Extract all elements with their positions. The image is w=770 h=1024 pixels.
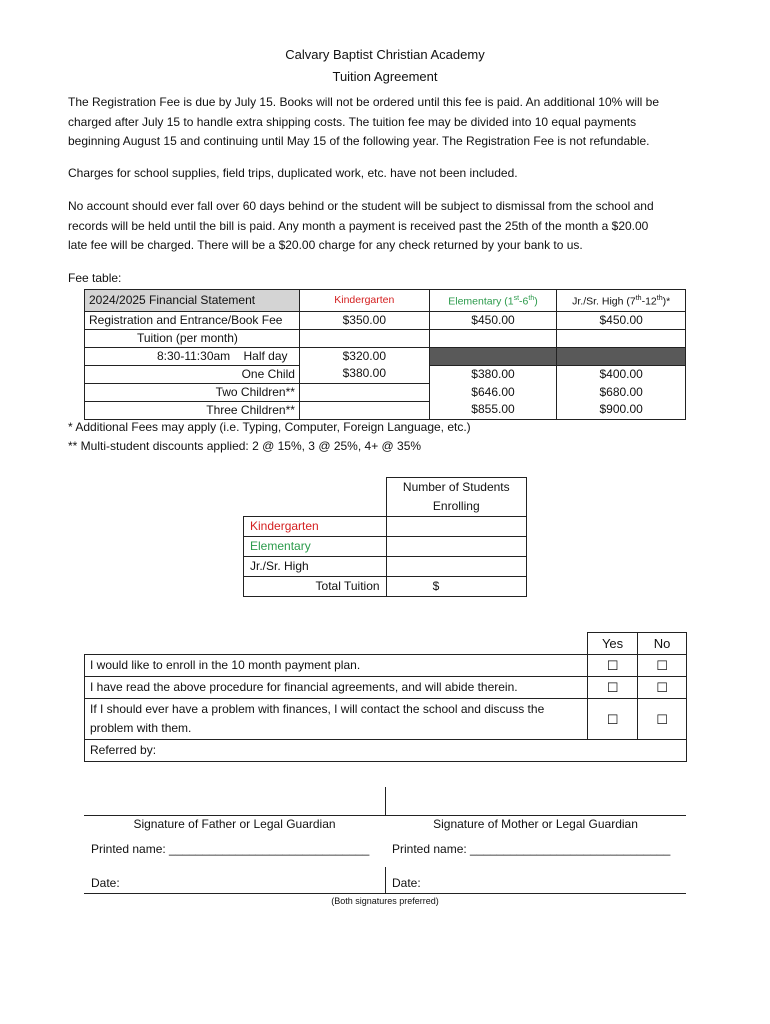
row-label: Three Children** [85,401,300,419]
account-paragraph: No account should ever fall over 60 days behind or the student will be subject to dismissal from the school and records will be held until the bill is paid. Any month a payment is received past the 25th of the month a $20.00 late fee will be charged. There will be a $20.00 charge for any check returned by your bank to us. [68,199,654,252]
no-header: No [638,633,687,655]
elementary-cell: $646.00 [429,383,557,401]
kindergarten-label: Kindergarten [244,517,387,537]
discounts-note: ** Multi-student discounts applied: 2 @ 15%, 3 @ 25%, 4+ @ 35% [68,439,422,453]
signature-line [84,815,686,816]
students-row-total [244,577,527,597]
elementary-cell: $450.00 [429,311,557,329]
elementary-count-field[interactable] [386,537,526,557]
finances-yes-checkbox[interactable]: ☐ [588,699,638,740]
payment-plan-question: I would like to enroll in the 10 month payment plan. [85,655,588,677]
procedure-yes-checkbox[interactable]: ☐ [588,677,638,699]
procedure-question: I have read the above procedure for financial agreements, and will abide therein. [85,677,588,699]
kindergarten-count-field[interactable] [386,517,526,537]
father-date-field[interactable]: Date: [91,876,120,890]
shaded-cell [557,347,686,365]
kindergarten-cell: $380.00 [299,365,429,383]
jrsr-cell: $900.00 [557,401,686,419]
three-children-row [85,401,686,419]
kindergarten-cell: $320.00 [299,347,429,365]
statement-header: 2024/2025 Financial Statement [85,290,300,312]
agreement-table [84,632,687,762]
total-tuition-field[interactable]: $ [386,577,526,597]
signatures-footnote: (Both signatures preferred) [331,896,439,906]
agreement-row-payment-plan [85,655,687,677]
charges-paragraph: Charges for school supplies, field trips, duplicated work, etc. have not been included. [68,166,518,180]
students-header: Number of Students Enrolling [386,478,526,517]
jrsr-cell: $680.00 [557,383,686,401]
signature-divider-top [385,787,386,815]
payment-plan-no-checkbox[interactable]: ☐ [638,655,687,677]
jrsr-cell: $400.00 [557,365,686,383]
row-label: Two Children** [85,383,300,401]
agreement-row-procedure [85,677,687,699]
elementary-cell: $855.00 [429,401,557,419]
tuition-label-row [85,329,686,347]
date-line [84,893,686,894]
jrsr-header: Jr./Sr. High (7th-12th)* [557,290,686,312]
students-row-kindergarten [244,517,527,537]
school-name: Calvary Baptist Christian Academy [285,47,485,62]
row-label: Tuition (per month) [85,329,300,347]
row-label: 8:30-11:30am Half day [85,347,300,365]
agreement-row-finances [85,699,687,740]
procedure-no-checkbox[interactable]: ☐ [638,677,687,699]
father-signature-label: Signature of Father or Legal Guardian [133,817,336,831]
students-row-elementary [244,537,527,557]
half-day-row [85,347,686,365]
elementary-cell: $380.00 [429,365,557,383]
father-printed-name-field[interactable]: Printed name: ______________________________ [91,842,370,856]
total-tuition-label: Total Tuition [244,577,387,597]
two-children-row [85,383,686,401]
mother-printed-name-field[interactable]: Printed name: ______________________________ [392,842,671,856]
mother-signature-label: Signature of Mother or Legal Guardian [433,817,638,831]
fee-table-header-row [85,290,686,312]
shaded-cell [429,347,557,365]
one-child-row [85,365,686,383]
referred-by-field[interactable]: Referred by: [85,740,687,762]
additional-fees-note: * Additional Fees may apply (i.e. Typing, Computer, Foreign Language, etc.) [68,420,471,434]
signature-divider-bottom [385,867,386,894]
payment-plan-yes-checkbox[interactable]: ☐ [588,655,638,677]
kindergarten-header: Kindergarten [299,290,429,312]
registration-paragraph: The Registration Fee is due by July 15. Books will not be ordered until this fee is paid. An additional 10% will be charged after July 15 to handle extra shipping costs. The tuition fee may be divided into 10 equal payments beginning August 15 and continuing until May 15 of the following year. The Registration Fee is not refundable. [68,95,659,148]
row-label: Registration and Entrance/Book Fee [85,311,300,329]
kindergarten-cell: $350.00 [299,311,429,329]
elementary-header: Elementary (1st-6th) [429,290,557,312]
agreement-row-referred [85,740,687,762]
agreement-header-row [85,633,687,655]
mother-date-field[interactable]: Date: [392,876,421,890]
document-title: Tuition Agreement [332,69,438,84]
finances-question: If I should ever have a problem with finances, I will contact the school and discuss the problem with them. [85,699,588,740]
elementary-label: Elementary [244,537,387,557]
jrsr-label: Jr./Sr. High [244,557,387,577]
row-label: One Child [85,365,300,383]
fee-table-label: Fee table: [68,271,122,285]
students-header-row [244,478,527,517]
students-row-jrsr [244,557,527,577]
finances-no-checkbox[interactable]: ☐ [638,699,687,740]
fee-table [84,289,686,420]
jrsr-count-field[interactable] [386,557,526,577]
students-table [243,477,527,597]
jrsr-cell: $450.00 [557,311,686,329]
yes-header: Yes [588,633,638,655]
registration-row [85,311,686,329]
